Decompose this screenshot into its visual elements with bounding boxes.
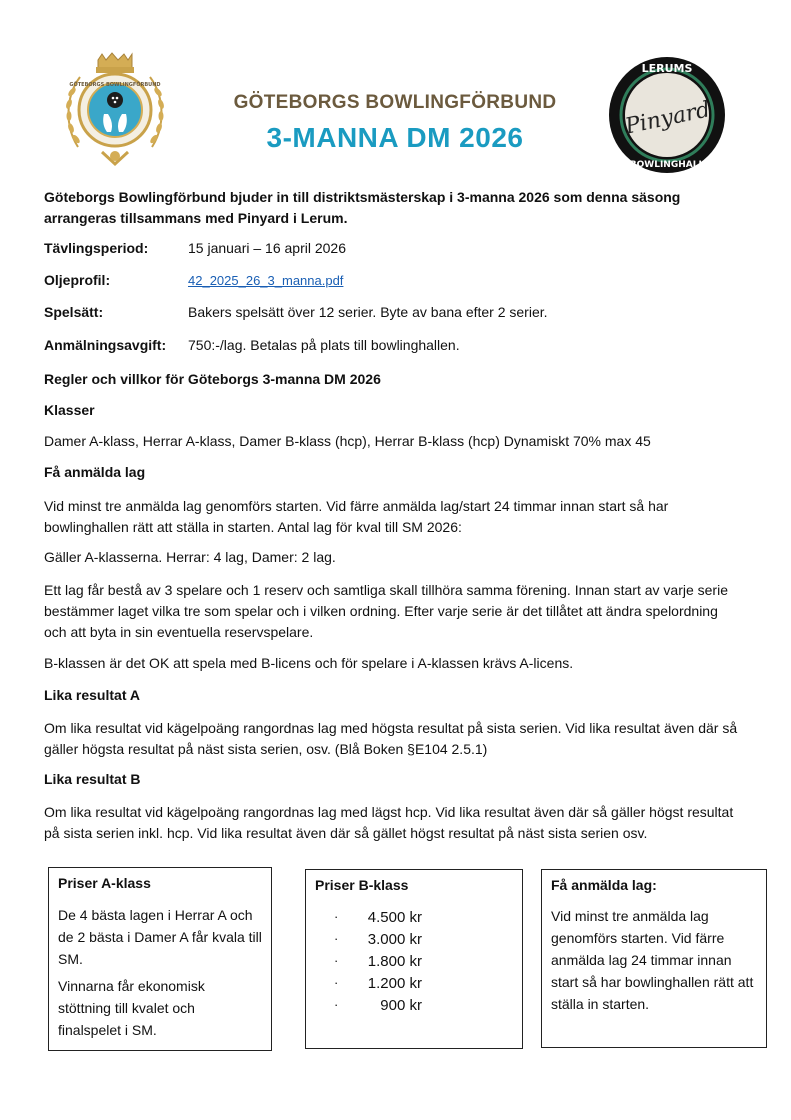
format-value: Bakers spelsätt över 12 serier. Byte av bana efter 2 serier.	[188, 304, 548, 320]
tie-a-heading: Lika resultat A	[44, 687, 140, 703]
tie-b-heading: Lika resultat B	[44, 771, 141, 787]
prizes-a-box	[48, 867, 272, 1051]
few-teams-box	[541, 869, 767, 1048]
tie-a-text: Om lika resultat vid kägelpoäng rangordnas lag med högsta resultat på sista serien. Vid lika resultat även där så gäller högsta resultat på näst sista serien, osv. (Blå Boken §E104 2.5.1)	[44, 720, 738, 757]
event-title: 3-MANNA DM 2026	[266, 122, 524, 153]
prizes-a-text1: De 4 bästa lagen i Herrar A och de 2 bästa i Damer A får kvala till SM.	[58, 907, 262, 967]
oil-label: Oljeprofil:	[44, 272, 111, 288]
goteborgs-bowlingforbund-logo	[60, 52, 170, 172]
classes-heading: Klasser	[44, 402, 95, 418]
few-teams-box-text: Vid minst tre anmälda lag genomförs starten. Vid färre anmälda lag 24 timmar innan start så har bowlinghallen rätt att ställa in starten.	[551, 908, 754, 1012]
prizes-a-text2: Vinnarna får ekonomisk stöttning till kvalet och finalspelet i SM.	[58, 978, 205, 1038]
few-teams-heading: Få anmälda lag	[44, 464, 146, 480]
few-teams-text: Vid minst tre anmälda lag genomförs starten. Vid färre anmälda lag/start 24 timmar innan start så har bowlinghallen rätt att ställa in starten. Antal lag för kval till SM 2026:	[44, 498, 669, 535]
format-label: Spelsätt:	[44, 304, 104, 320]
tie-b-text: Om lika resultat vid kägelpoäng rangordnas lag med lägst hcp. Vid lika resultat även där så gäller högst resultat på sista serien inkl. hcp. Vid lika resultat även där så gället högst resultat på näst sista serien osv.	[44, 804, 734, 841]
team-composition-text: Ett lag får bestå av 3 spelare och 1 reserv och samtliga skall tillhöra samma förening. Innan start av varje serie bestämmer laget vilka tre som spelar och i vilken ordning. Efter varje serie är det tillåtet att ändra spelordning och att byta in sin eventuella reservspelare.	[44, 582, 728, 640]
list-item: · 1.800 kr	[334, 953, 422, 970]
classes-text: Damer A-klass, Herrar A-klass, Damer B-klass (hcp), Herrar B-klass (hcp) Dynamiskt 70% max 45	[44, 433, 651, 449]
list-item: · 4.500 kr	[334, 909, 422, 926]
list-item: · 1.200 kr	[334, 975, 422, 992]
svg-text:GÖTEBORGS BOWLINGFÖRBUND: GÖTEBORGS BOWLINGFÖRBUND	[69, 82, 161, 88]
fee-value: 750:-/lag. Betalas på plats till bowlinghallen.	[188, 337, 460, 353]
pinyard-lerums-bowlinghall-logo	[607, 55, 727, 175]
list-item: · 3.000 kr	[334, 931, 422, 948]
fee-label: Anmälningsavgift:	[44, 337, 167, 353]
few-teams-box-title: Få anmälda lag:	[551, 877, 657, 893]
qualification-text: Gäller A-klasserna. Herrar: 4 lag, Damer: 2 lag.	[44, 549, 336, 565]
organization-title: GÖTEBORGS BOWLINGFÖRBUND	[233, 92, 557, 113]
intro-text: Göteborgs Bowlingförbund bjuder in till distriktsmästerskap i 3-manna 2026 som denna säsong arrangeras tillsammans med Pinyard i Lerum.	[44, 189, 681, 226]
period-label: Tävlingsperiod:	[44, 240, 149, 256]
prizes-b-box	[305, 869, 523, 1049]
svg-text:Pinyard: Pinyard	[622, 97, 713, 140]
prizes-b-list	[334, 909, 422, 1019]
svg-text:LERUMS: LERUMS	[641, 62, 693, 75]
rules-heading: Regler och villkor för Göteborgs 3-manna DM 2026	[44, 371, 381, 387]
license-text: B-klassen är det OK att spela med B-licens och för spelare i A-klassen krävs A-licens.	[44, 655, 574, 671]
prizes-b-title: Priser B-klass	[315, 877, 409, 893]
prizes-a-title: Priser A-klass	[58, 875, 151, 891]
period-value: 15 januari – 16 april 2026	[188, 240, 347, 256]
list-item: · 900 kr	[334, 997, 422, 1014]
oil-profile-link[interactable]: 42_2025_26_3_manna.pdf	[188, 273, 344, 288]
svg-text:BOWLINGHALL: BOWLINGHALL	[629, 160, 705, 170]
